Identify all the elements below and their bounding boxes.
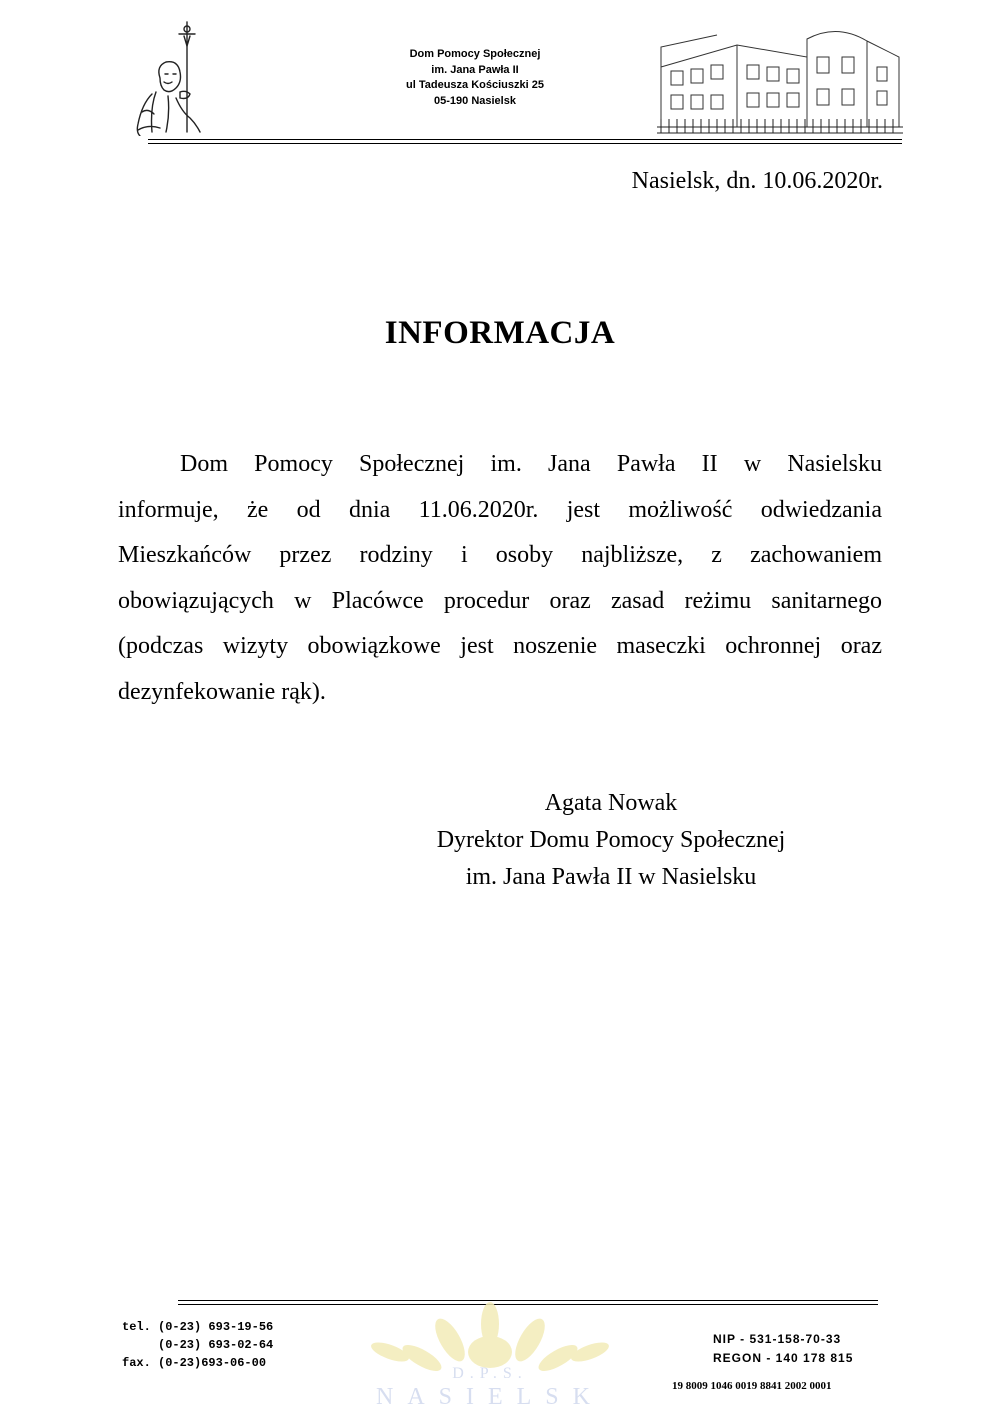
signatory-position: Dyrektor Domu Pomocy Społecznej — [436, 827, 786, 853]
header-divider — [148, 139, 902, 140]
letter-date: Nasielsk, dn. 10.06.2020r. — [631, 168, 883, 194]
pope-with-cross-drawing-icon — [132, 12, 212, 136]
signature-block — [380, 785, 842, 896]
sun-rays-watermark-icon — [330, 1300, 650, 1410]
paragraph-line: obowiązujących w Placówce procedur oraz zasad reżimu sanitarnego — [118, 587, 882, 614]
paragraph-line: (podczas wizyty obowiązkowe jest noszenie maseczki ochronnej oraz — [118, 633, 882, 659]
bank-account-number: 19 8009 1046 0019 8841 2002 0001 — [672, 1380, 832, 1392]
paragraph-line: Mieszkańców przez rodziny i osoby najbliższe, z zachowaniem — [118, 542, 882, 568]
paragraph-line: Dom Pomocy Społecznej im. Jana Pawła II w Nasielsku — [180, 451, 882, 477]
phone-number: tel. (0-23) 693-19-56 — [122, 1320, 274, 1334]
nip-number: NIP - 531-158-70-33 — [713, 1332, 842, 1346]
watermark-top-text: D.P.S. — [452, 1365, 528, 1382]
header-divider — [148, 143, 902, 144]
phone-number: (0-23) 693-02-64 — [122, 1338, 274, 1352]
address-line: im. Jana Pawła II — [431, 63, 519, 76]
address-line: Dom Pomocy Społecznej — [409, 48, 541, 60]
watermark-bottom-text: NASIELSK — [375, 1384, 605, 1410]
institution-address — [360, 47, 590, 109]
announcement-paragraph — [118, 442, 882, 715]
fax-number: fax. (0-23)693-06-00 — [122, 1356, 267, 1370]
address-line: ul Tadeusza Kościuszki 25 — [406, 79, 544, 91]
paragraph-line: informuje, że od dnia 11.06.2020r. jest możliwość odwiedzania — [118, 496, 882, 523]
footer-identifiers — [713, 1330, 853, 1368]
footer-contact — [122, 1318, 273, 1372]
regon-number: REGON - 140 178 815 — [713, 1351, 854, 1365]
document-title: INFORMACJA — [384, 315, 616, 351]
address-line: 05-190 Nasielsk — [434, 94, 516, 107]
building-drawing-icon — [657, 27, 903, 137]
signatory-name: Agata Nowak — [544, 790, 678, 816]
signatory-institution: im. Jana Pawła II w Nasielsku — [465, 864, 757, 890]
paragraph-line: dezynfekowanie rąk). — [118, 678, 326, 705]
